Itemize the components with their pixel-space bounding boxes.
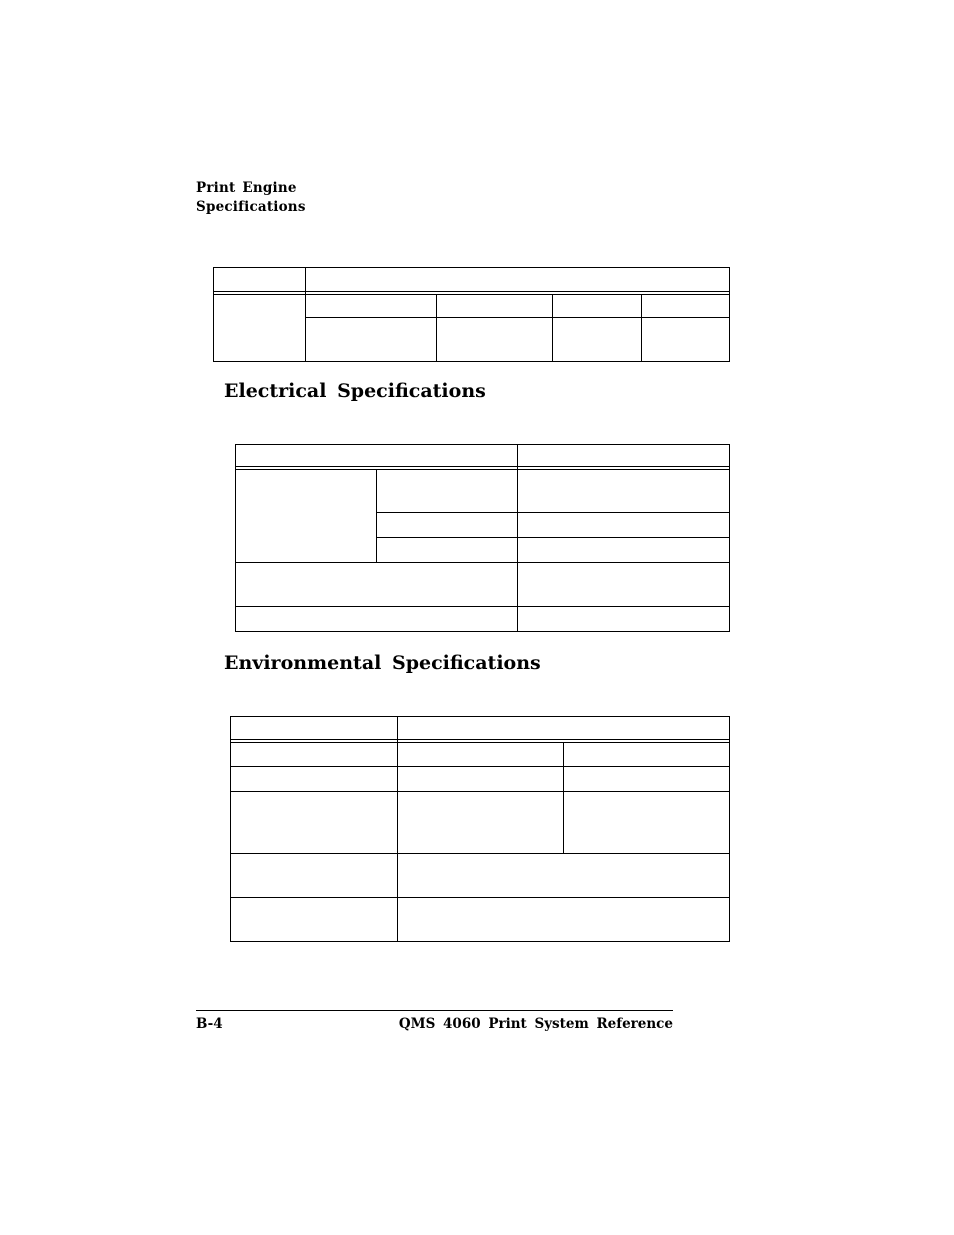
environmental-table-row-rule: [230, 791, 730, 792]
running-head: [196, 179, 306, 217]
running-head-line-2: Specifications: [196, 199, 306, 215]
environmental-table-row-rule: [230, 766, 730, 767]
electrical-table-header-rule-2: [235, 469, 730, 470]
electrical-table-row-rule: [235, 562, 730, 563]
print-engine-table-col-rule: [641, 294, 642, 362]
footer-document-title: QMS 4060 Print System Reference: [398, 1016, 673, 1032]
print-engine-table-col-rule: [305, 267, 306, 362]
environmental-specifications-heading: Environmental Specifications: [224, 652, 541, 674]
electrical-table-row-rule: [235, 606, 730, 607]
footer-page-number: B-4: [196, 1016, 223, 1032]
electrical-table-frame: [235, 444, 730, 632]
electrical-table-row-rule: [376, 512, 730, 513]
electrical-table-header-rule: [235, 466, 730, 467]
print-engine-table-row-rule: [306, 317, 730, 318]
print-engine-table-col-rule: [436, 294, 437, 362]
print-engine-table-header-rule: [213, 291, 730, 292]
print-engine-table-col-rule: [552, 294, 553, 362]
electrical-specifications-heading: Electrical Specifications: [224, 380, 486, 402]
environmental-table-col-rule: [563, 742, 564, 853]
environmental-table-row-rule: [230, 897, 730, 898]
print-engine-table-header-rule-2: [213, 294, 730, 295]
electrical-table-col-rule: [517, 444, 518, 632]
environmental-table-frame: [230, 716, 730, 942]
environmental-table-header-rule-2: [230, 742, 730, 743]
print-engine-table-frame: [213, 267, 730, 362]
environmental-table-row-rule: [230, 853, 730, 854]
running-head-line-1: Print Engine: [196, 180, 297, 196]
environmental-table-col-rule: [397, 716, 398, 942]
environmental-table-header-rule: [230, 739, 730, 740]
footer-rule: [196, 1010, 673, 1011]
electrical-table-col-rule: [376, 469, 377, 562]
electrical-table-row-rule: [376, 537, 730, 538]
